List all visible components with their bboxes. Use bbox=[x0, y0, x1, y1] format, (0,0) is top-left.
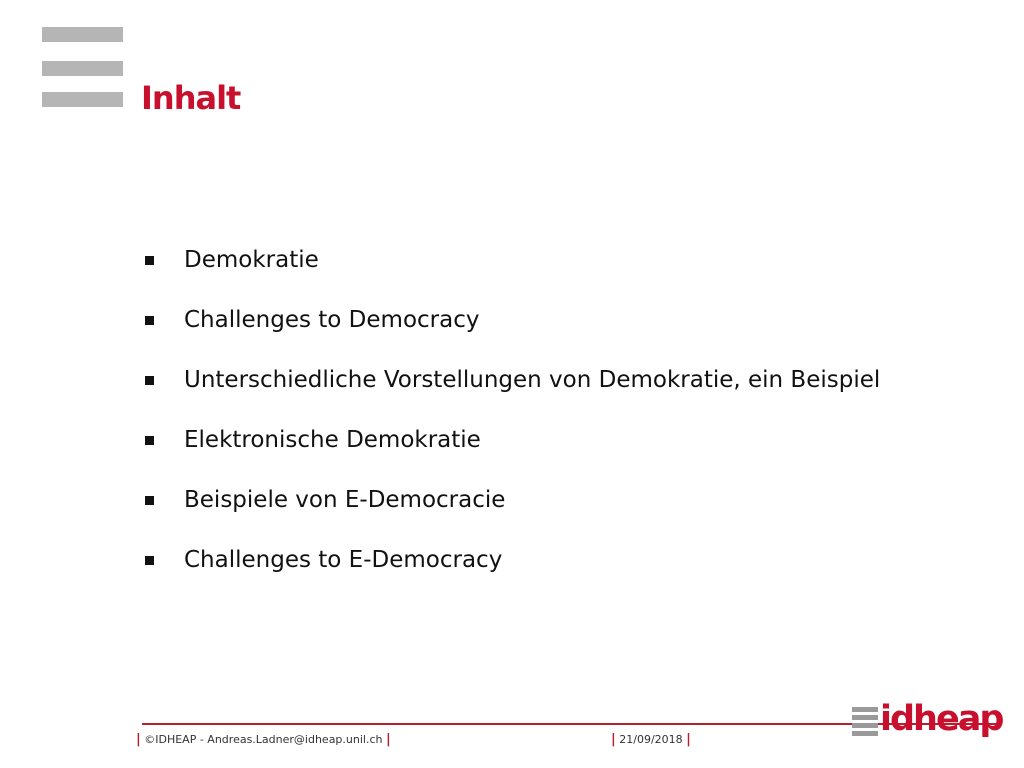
square-bullet-icon bbox=[145, 256, 154, 265]
square-bullet-icon bbox=[145, 556, 154, 565]
square-bullet-icon bbox=[145, 316, 154, 325]
agenda-item-label: Challenges to Democracy bbox=[184, 307, 480, 333]
decorative-bar bbox=[42, 27, 123, 42]
footer-pipe: | bbox=[386, 732, 391, 747]
logo-bar bbox=[852, 707, 878, 712]
footer-pipe: | bbox=[686, 732, 691, 747]
agenda-item bbox=[142, 230, 880, 290]
agenda-item-label: Elektronische Demokratie bbox=[184, 427, 481, 453]
square-bullet-icon bbox=[145, 436, 154, 445]
footer-pipe: | bbox=[611, 732, 616, 747]
logo-bar bbox=[852, 715, 878, 720]
footer-pipe: | bbox=[136, 732, 141, 747]
footer-date-text: 21/09/2018 bbox=[619, 733, 683, 746]
footer-copyright bbox=[136, 732, 391, 747]
square-bullet-icon bbox=[145, 376, 154, 385]
slide-title: Inhalt bbox=[141, 79, 241, 117]
square-bullet-icon bbox=[145, 496, 154, 505]
agenda-item-label: Unterschiedliche Vorstellungen von Demokratie, ein Beispiel bbox=[184, 367, 881, 393]
agenda-item bbox=[142, 530, 880, 590]
idheap-logo bbox=[852, 697, 1002, 743]
agenda-item-label: Demokratie bbox=[184, 247, 319, 273]
agenda-item bbox=[142, 470, 880, 530]
agenda-item bbox=[142, 410, 880, 470]
agenda-list bbox=[142, 230, 880, 590]
agenda-item bbox=[142, 350, 880, 410]
agenda-item bbox=[142, 290, 880, 350]
footer-copyright-text: ©IDHEAP - Andreas.Ladner@idheap.unil.ch bbox=[144, 733, 383, 746]
agenda-item-label: Beispiele von E-Democracie bbox=[184, 487, 506, 513]
decorative-bar bbox=[42, 92, 123, 107]
footer-date bbox=[611, 732, 691, 747]
logo-bar bbox=[852, 731, 878, 736]
decorative-bar bbox=[42, 61, 123, 76]
agenda-item-label: Challenges to E-Democracy bbox=[184, 547, 503, 573]
logo-bar bbox=[852, 723, 878, 728]
logo-text: idheap bbox=[880, 699, 1003, 739]
